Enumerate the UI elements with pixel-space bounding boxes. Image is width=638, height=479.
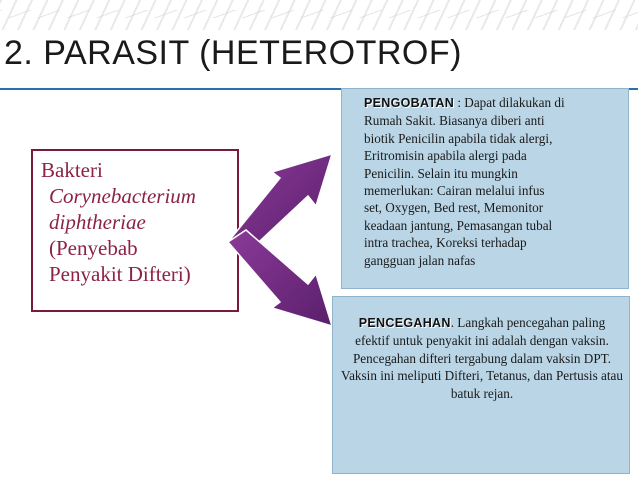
pencegahan-box [332,296,630,474]
pengobatan-line-2: Rumah Sakit. Biasanya diberi anti [364,113,545,129]
pengobatan-line-7: set, Oxygen, Bed rest, Memonitor [364,200,544,216]
pengobatan-box [341,88,629,289]
pengobatan-line-9: intra trachea, Koreksi terhadap [364,235,527,251]
cause-label-2: Penyakit Difteri) [49,262,191,286]
genus-name: Corynebacterium [49,184,196,208]
pengobatan-line-6: memerlukan: Cairan melalui infus [364,183,545,199]
slide-title: 2. PARASIT (HETEROTROF) [4,34,462,72]
pengobatan-line-8: keadaan jantung, Pemasangan tubal [364,217,553,233]
pengobatan-line-3: biotik Penicilin apabila tidak alergi, [364,130,553,146]
pengobatan-line-5: Penicilin. Selain itu mungkin [364,165,518,181]
bacteria-box [31,149,239,312]
bacteria-label: Bakteri [41,158,103,182]
pengobatan-line-4: Eritromisin apabila alergi pada [364,148,527,164]
cause-label-1: (Penyebab [49,236,138,260]
pengobatan-row-1 [364,94,622,112]
double-arrow-icon [220,150,340,330]
pencegahan-keyword: PENCEGAHAN [358,316,451,330]
pencegahan-text: . Langkah pencegahan paling efektif untuk penyakit ini adalah dengan vaksin. Pencegahan difteri tergabung dalam vaksin DPT. Vaksin ini meliputi Difteri, Tetanus, dan Pertusis atau batuk rejan. [341,315,623,401]
arrow-down-shape [228,230,332,326]
pengobatan-keyword: PENGOBATAN [364,96,455,110]
pengobatan-line-10: gangguan jalan nafas [364,252,476,268]
top-decoration-band [0,0,638,30]
species-name: diphtheriae [49,210,146,234]
pengobatan-line-1: : Dapat dilakukan di [454,95,565,110]
